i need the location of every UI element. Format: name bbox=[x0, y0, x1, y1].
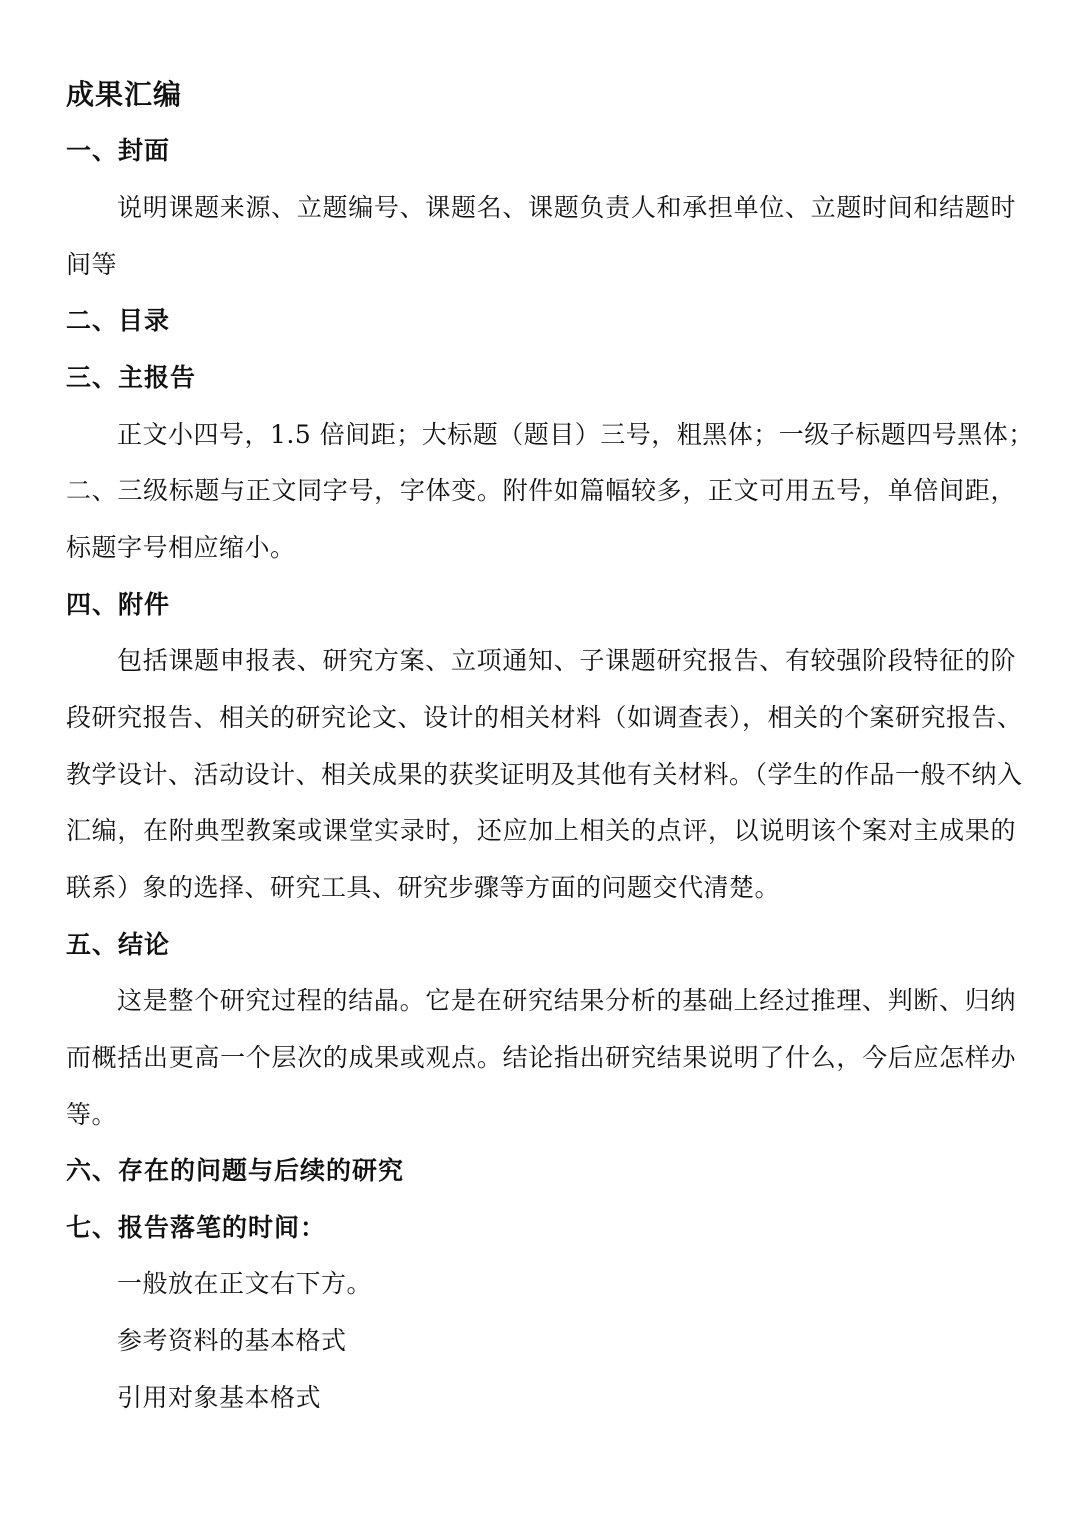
paragraph-line: 包括课题申报表、研究方案、立项通知、子课题研究报告、有较强阶段特征的阶 bbox=[117, 646, 1016, 675]
section-heading-cover: 一、封面 bbox=[66, 136, 171, 165]
paragraph-line: 一般放在正文右下方。 bbox=[117, 1269, 373, 1298]
section-heading-main-report: 三、主报告 bbox=[66, 363, 197, 392]
paragraph-line: 联系）象的选择、研究工具、研究步骤等方面的问题交代清楚。 bbox=[66, 873, 781, 902]
paragraph-line: 二、三级标题与正文同字号，字体变。附件如篇幅较多，正文可用五号，单倍间距， bbox=[66, 476, 1016, 505]
paragraph-line: 参考资料的基本格式 bbox=[117, 1326, 347, 1355]
paragraph-line: 说明课题来源、立题编号、课题名、课题负责人和承担单位、立题时间和结题时 bbox=[117, 193, 1016, 222]
paragraph-line: 教学设计、活动设计、相关成果的获奖证明及其他有关材料。（学生的作品一般不纳入 bbox=[66, 760, 1023, 789]
paragraph-line: 正文小四号，1.5 倍间距；大标题（题目）三号，粗黑体；一级子标题四号黑体； bbox=[117, 420, 1034, 449]
paragraph-line: 而概括出更高一个层次的成果或观点。结论指出研究结果说明了什么，今后应怎样办 bbox=[66, 1043, 1016, 1072]
document-title: 成果汇编 bbox=[66, 78, 183, 111]
paragraph-line: 汇编，在附典型教案或课堂实录时，还应加上相关的点评，以说明该个案对主成果的 bbox=[66, 816, 1016, 845]
section-heading-attachments: 四、附件 bbox=[66, 590, 171, 619]
section-heading-toc: 二、目录 bbox=[66, 306, 171, 335]
paragraph-line: 等。 bbox=[66, 1100, 118, 1129]
paragraph-line: 间等 bbox=[66, 250, 118, 279]
section-heading-report-date: 七、报告落笔的时间： bbox=[66, 1213, 327, 1242]
paragraph-line: 这是整个研究过程的结晶。它是在研究结果分析的基础上经过推理、判断、归纳 bbox=[117, 986, 1016, 1015]
paragraph-line: 段研究报告、相关的研究论文、设计的相关材料（如调查表），相关的个案研究报告、 bbox=[66, 703, 1023, 732]
paragraph-line: 标题字号相应缩小。 bbox=[66, 533, 296, 562]
section-heading-conclusion: 五、结论 bbox=[66, 930, 171, 959]
section-heading-issues: 六、存在的问题与后续的研究 bbox=[66, 1156, 405, 1185]
paragraph-line: 引用对象基本格式 bbox=[117, 1383, 322, 1412]
